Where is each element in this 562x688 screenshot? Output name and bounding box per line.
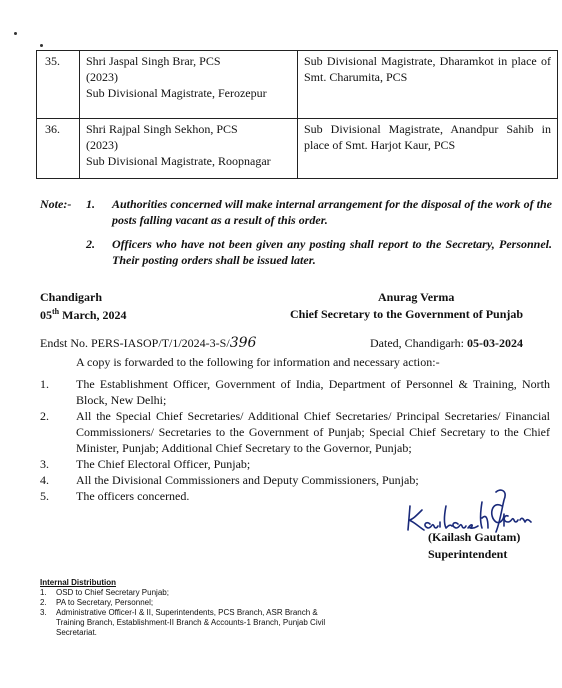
list-item-number: 1.: [40, 377, 49, 391]
superintendent-title: Superintendent: [428, 547, 508, 561]
list-item-text: The officers concerned.: [76, 489, 190, 503]
signoff-date-day: 05: [40, 308, 52, 322]
officer-cell: [80, 51, 298, 119]
dated-value: 05-03-2024: [466, 336, 523, 350]
signoff-place: Chandigarh: [40, 290, 103, 304]
serial-number-cell: 35.: [37, 51, 80, 119]
list-item-number: 2.: [40, 598, 47, 607]
officer-current-post: Sub Divisional Magistrate, Roopnagar: [86, 154, 271, 168]
handwritten-signature: [404, 486, 534, 534]
signoff-date: [40, 307, 127, 323]
superintendent-name: (Kailash Gautam): [428, 530, 521, 544]
signatory-name: Anurag Verma: [378, 290, 455, 304]
list-item-number: 3.: [40, 457, 49, 471]
dated-label: Dated, Chandigarh:: [370, 336, 467, 350]
page-mark: [14, 32, 17, 35]
officer-batch: (2023): [86, 138, 118, 152]
officer-cell: [80, 119, 298, 179]
note-number: 2.: [86, 237, 95, 251]
officer-current-post: Sub Divisional Magistrate, Ferozepur: [86, 86, 267, 100]
list-item: [40, 598, 340, 608]
endorsement-number: [40, 335, 256, 351]
internal-distribution: [40, 578, 340, 638]
list-item-number: 5.: [40, 489, 49, 503]
endorsement-prefix: Endst No. PERS-IASOP/T/1/2024-3-S/: [40, 336, 230, 350]
signoff-date-suffix: th: [52, 307, 60, 316]
note-label: Note:-: [40, 197, 72, 211]
table-row: [37, 119, 558, 179]
list-item-text: All the Divisional Commissioners and Deputy Commissioners, Punjab;: [76, 473, 419, 487]
list-item-text: All the Special Chief Secretaries/ Additional Chief Secretaries/ Principal Secretaries/ Financial Commissioners/ Secretaries to the Government of Punjab; Special Chief Secretary to the Chief Minister, Punjab; Additional Chief Secretary to the Governor, Punjab;: [76, 409, 550, 455]
table-row: [37, 51, 558, 119]
list-item: [40, 588, 340, 598]
page-mark: [40, 44, 43, 47]
signature-drawing: [404, 486, 534, 534]
list-item: [40, 408, 550, 456]
list-item-text: Administrative Officer-I & II, Superintendents, PCS Branch, ASR Branch & Training Branch, Establishment-II Branch & Accounts-1 Branch, Punjab Civil Secretariat.: [56, 608, 326, 637]
endorsement-date: [370, 336, 523, 351]
officer-name: Shri Jaspal Singh Brar, PCS: [86, 54, 221, 68]
list-item-text: The Establishment Officer, Government of India, Department of Personnel & Training, North Block, New Delhi;: [76, 377, 550, 407]
signatory-title: Chief Secretary to the Government of Punjab: [290, 307, 524, 321]
list-item: [40, 456, 550, 472]
forwarding-intro: A copy is forwarded to the following for information and necessary action:-: [76, 355, 440, 369]
list-item: [40, 608, 326, 638]
new-posting-cell: Sub Divisional Magistrate, Anandpur Sahib in place of Smt. Harjot Kaur, PCS: [298, 119, 558, 179]
list-item-text: OSD to Chief Secretary Punjab;: [56, 588, 169, 597]
officer-name: Shri Rajpal Singh Sekhon, PCS: [86, 122, 238, 136]
note-text: Authorities concerned will make internal arrangement for the disposal of the work of the posts falling vacant as a result of this order.: [112, 197, 552, 227]
list-item-number: 3.: [40, 608, 47, 617]
signoff-date-rest: March, 2024: [59, 308, 127, 322]
internal-distribution-heading: Internal Distribution: [40, 578, 116, 587]
new-posting-cell: Sub Divisional Magistrate, Dharamkot in place of Smt. Charumita, PCS: [298, 51, 558, 119]
endorsement-handwritten-number: 396: [229, 335, 257, 351]
list-item-text: The Chief Electoral Officer, Punjab;: [76, 457, 251, 471]
list-item-text: PA to Secretary, Personnel;: [56, 598, 154, 607]
serial-number-cell: 36.: [37, 119, 80, 179]
list-item-number: 4.: [40, 473, 49, 487]
copy-to-list: [40, 376, 550, 504]
list-item-number: 2.: [40, 409, 49, 423]
postings-table: [36, 50, 558, 179]
officer-batch: (2023): [86, 70, 118, 84]
list-item-number: 1.: [40, 588, 47, 597]
list-item: [40, 376, 550, 408]
note-text: Officers who have not been given any posting shall report to the Secretary, Personnel. Their posting orders shall be issued later.: [112, 237, 552, 267]
note-number: 1.: [86, 197, 95, 211]
